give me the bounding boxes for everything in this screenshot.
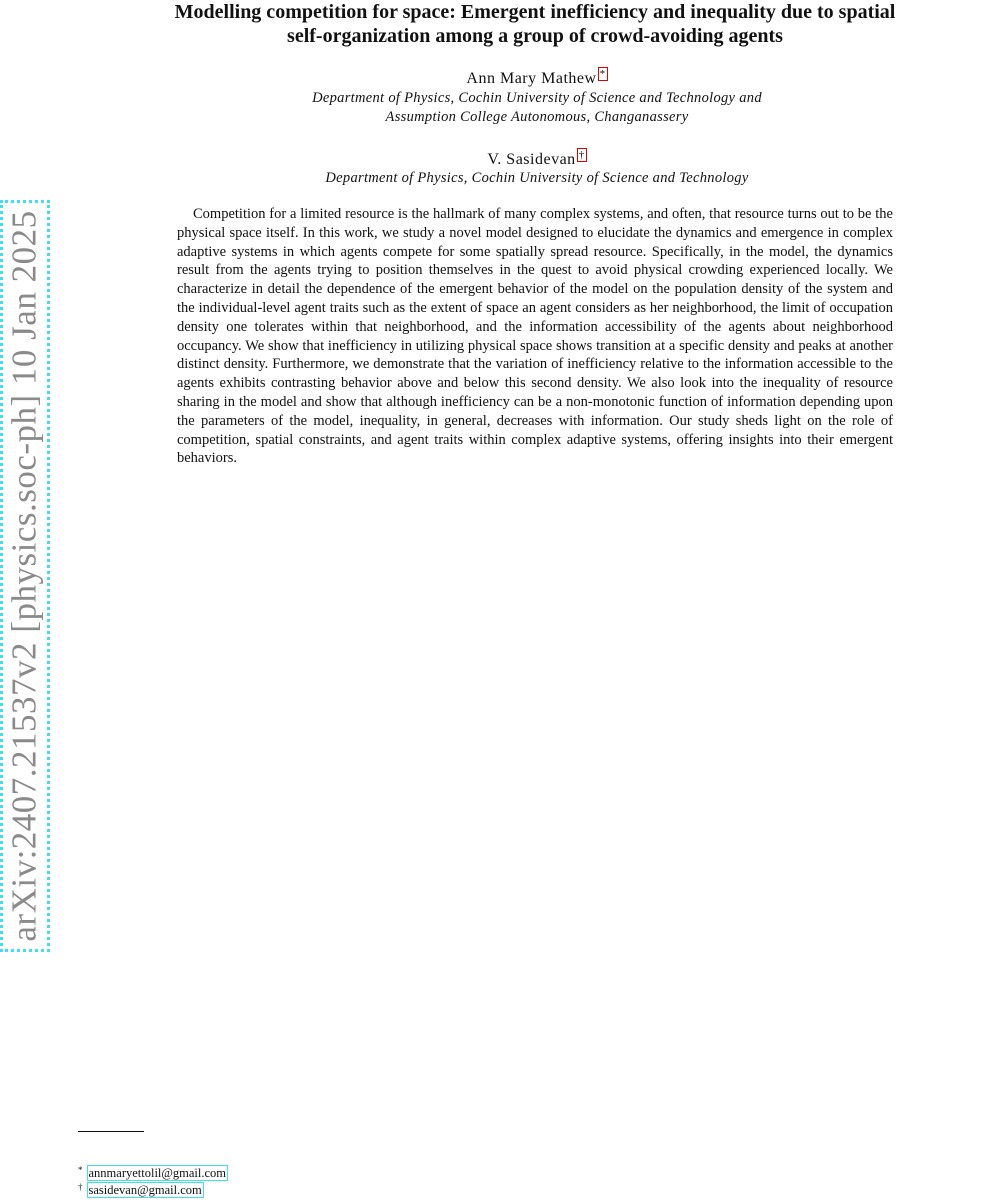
footnote-2-symbol: † — [78, 1182, 83, 1192]
author-2-footnote-link[interactable]: † — [578, 149, 585, 161]
author-1-footnote-link[interactable]: * — [599, 68, 606, 80]
title-line-2: self-organization among a group of crowd-avoiding agents — [287, 25, 783, 47]
footnote-rule — [78, 1131, 144, 1132]
title-line-1: Modelling competition for space: Emergent inefficiency and inequality due to spatial — [174, 1, 896, 23]
footnote-2 — [78, 1182, 204, 1198]
author-2-affiliation — [0, 169, 982, 188]
footnote-1-symbol: * — [78, 1165, 83, 1175]
author-1-affiliation-line-2: Assumption College Autonomous, Changanassery — [385, 109, 689, 125]
author-1 — [0, 67, 982, 88]
footnote-1 — [78, 1165, 228, 1181]
author-1-affiliation-line-1: Department of Physics, Cochin University of Science and Technology and — [312, 90, 762, 106]
arxiv-stamp-text: arXiv:2407.21537v2 [physics.soc-ph] 10 Jan 2025 — [5, 210, 45, 942]
arxiv-stamp[interactable] — [0, 200, 50, 952]
author-1-affiliation — [0, 89, 982, 127]
abstract: Competition for a limited resource is the hallmark of many complex systems, and often, that resource turns out to be the physical space itself. In this work, we study a novel model designed to elucidate the dynamics and emergence in complex adaptive systems in which agents compete for some spatially spread resource. Specifically, in the model, the dynamics result from the agents trying to position themselves in the quest to avoid physical crowding experienced locally. We characterize in detail the dependence of the emergent behavior of the model on the population density of the system and the individual-level agent traits such as the extent of space an agent considers as her neighborhood, the limit of occupation density one tolerates within that neighborhood, and the information accessibility of the agents about neighborhood occupancy. We show that inefficiency in utilizing physical space shows transition at a specific density and peaks at another distinct density. Furthermore, we demonstrate that the variation of inefficiency relative to the information accessible to the agents exhibits contrasting behavior above and below this second density. We also look into the inequality of resource sharing in the model and show that although inefficiency can be a non-monotonic function of information depending upon the parameters of the model, inequality, in general, decreases with information. Our study sheds light on the role of competition, spatial constraints, and agent traits within complex adaptive systems, offering insights into their emergent behaviors. — [177, 206, 893, 467]
author-2-affiliation-line-1: Department of Physics, Cochin University of Science and Technology — [325, 170, 749, 186]
footnote-1-email-link[interactable]: annmaryettolil@gmail.com — [88, 1166, 227, 1180]
author-2-name: V. Sasidevan — [487, 151, 576, 168]
author-2 — [0, 148, 982, 169]
paper-title — [70, 0, 982, 48]
footnote-2-email-link[interactable]: sasidevan@gmail.com — [88, 1183, 202, 1197]
author-1-name: Ann Mary Mathew — [466, 70, 597, 87]
